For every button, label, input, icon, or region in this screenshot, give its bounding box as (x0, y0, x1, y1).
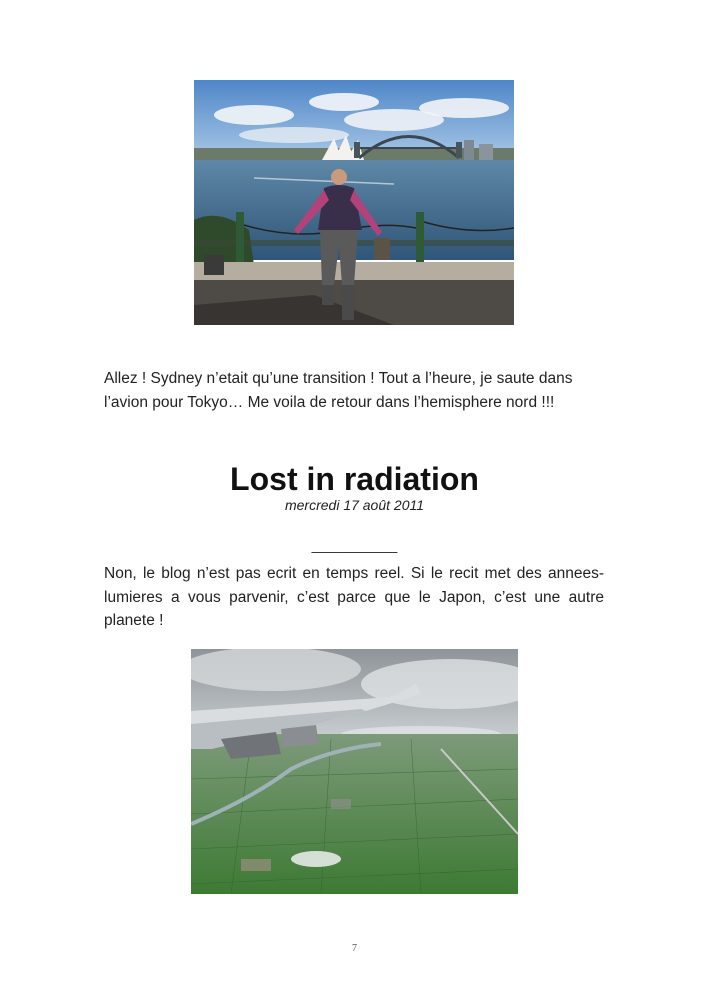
sydney-harbour-image (194, 80, 514, 325)
plane-wing-photo (191, 649, 518, 894)
plane-wing-image (191, 649, 518, 894)
sydney-harbour-photo (194, 80, 514, 325)
page-number: 7 (352, 943, 357, 954)
title-separator: ___________ (311, 537, 398, 553)
post-date: mercredi 17 août 2011 (284, 497, 425, 513)
intro-paragraph: Allez ! Sydney n’etait qu’une transition ! Tout a l’heure, je saute dans l’avion pour Tokyo… Me voila de retour dans l’hemisphere nord !!! (104, 370, 573, 411)
post-title: Lost in radiation (230, 461, 479, 497)
post-body-paragraph: Non, le blog n’est pas ecrit en temps reel. Si le recit met des annees-lumieres a vous parvenir, c’est parce que le Japon, c’est une autre planete ! (104, 565, 604, 629)
